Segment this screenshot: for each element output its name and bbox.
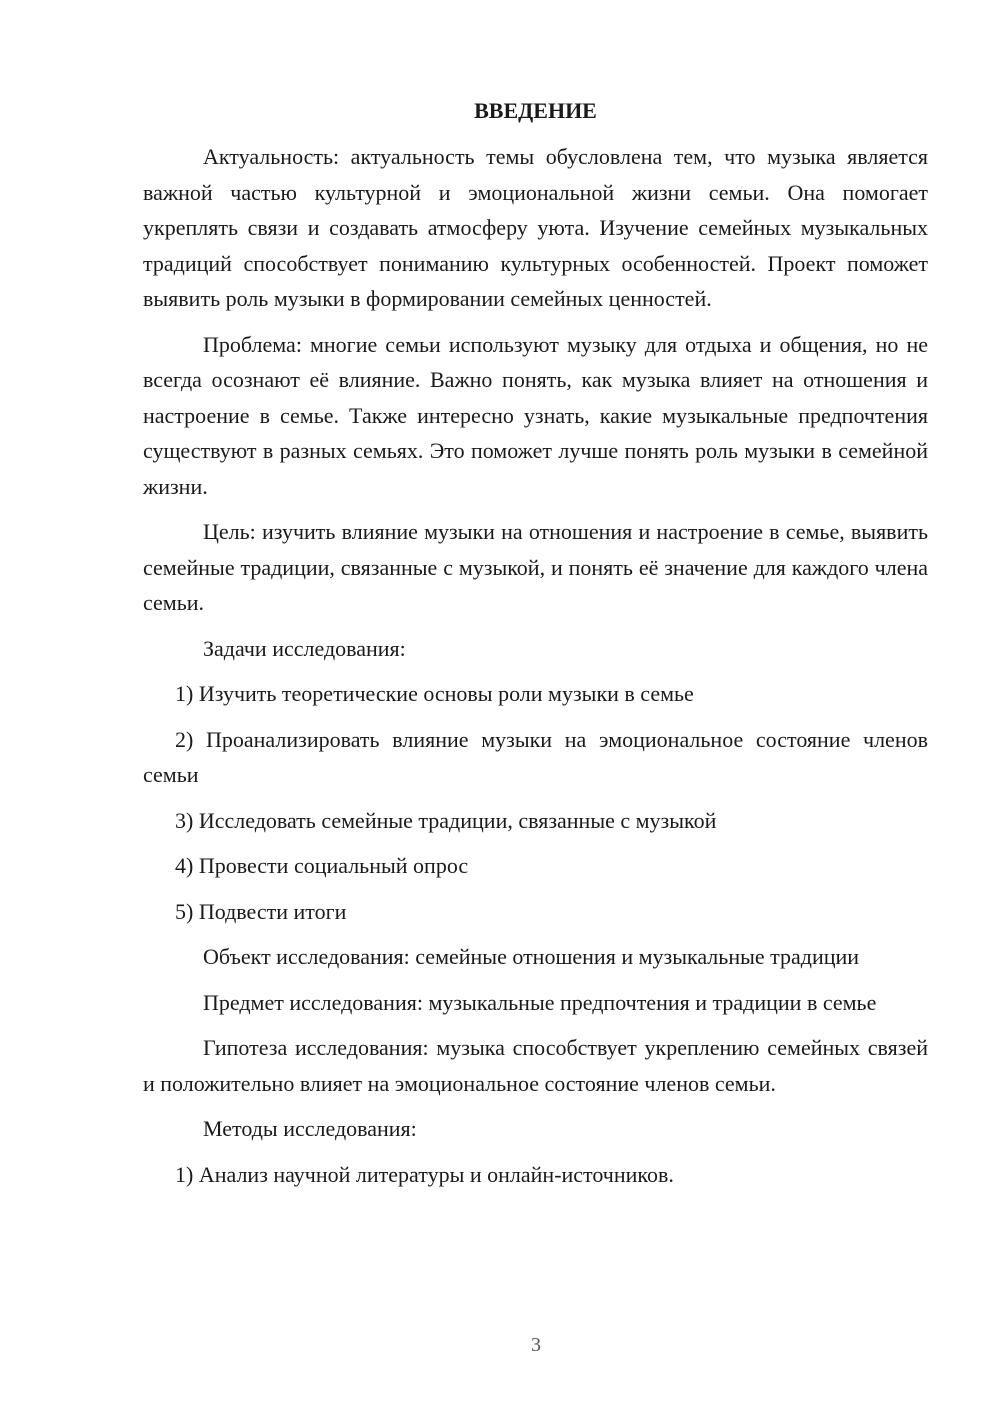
- task-item-3: 3) Исследовать семейные традиции, связанные с музыкой: [175, 807, 717, 833]
- paragraph-goal: Цель: изучить влияние музыки на отношения и настроение в семье, выявить семейные традиции, связанные с музыкой, и понять её значение для каждого члена семьи.: [143, 519, 928, 615]
- task-item-5: 5) Подвести итоги: [175, 898, 347, 924]
- page-title: ВВЕДЕНИЕ: [474, 98, 597, 123]
- paragraph-subject: Предмет исследования: музыкальные предпочтения и традиции в семье: [203, 989, 877, 1015]
- paragraph-methods-heading: Методы исследования:: [203, 1116, 417, 1141]
- task-item-4: 4) Провести социальный опрос: [175, 853, 469, 878]
- paragraph-tasks-heading: Задачи исследования:: [203, 635, 406, 661]
- task-item-2: 2) Проанализировать влияние музыки на эмоциональное состояние членов семьи: [143, 726, 928, 787]
- paragraph-hypothesis: Гипотеза исследования: музыка способствует укреплению семейных связей и положительно влияет на эмоциональное состояние членов семьи.: [143, 1035, 928, 1096]
- paragraph-object: Объект исследования: семейные отношения и музыкальные традиции: [203, 944, 860, 969]
- task-item-1: 1) Изучить теоретические основы роли музыки в семье: [175, 681, 694, 706]
- page-number: 3: [531, 1334, 541, 1356]
- method-item-1: 1) Анализ научной литературы и онлайн-источников.: [175, 1161, 674, 1187]
- page-content: [143, 96, 928, 1192]
- paragraph-problem: Проблема: многие семьи используют музыку для отдыха и общения, но не всегда осознают её влияние. Важно понять, как музыка влияет на отношения и настроение в семье. Также интересно узнать, какие музыкальные предпочтения существуют в разных семьях. Это поможет лучше понять роль музыки в семейной жизни.: [143, 331, 928, 499]
- paragraph-relevance: Актуальность: актуальность темы обусловлена тем, что музыка является важной частью культурной и эмоциональной жизни семьи. Она помогает укреплять связи и создавать атмосферу уюта. Изучение семейных музыкальных традиций способствует пониманию культурных особенностей. Проект поможет выявить роль музыки в формировании семейных ценностей.: [143, 144, 928, 311]
